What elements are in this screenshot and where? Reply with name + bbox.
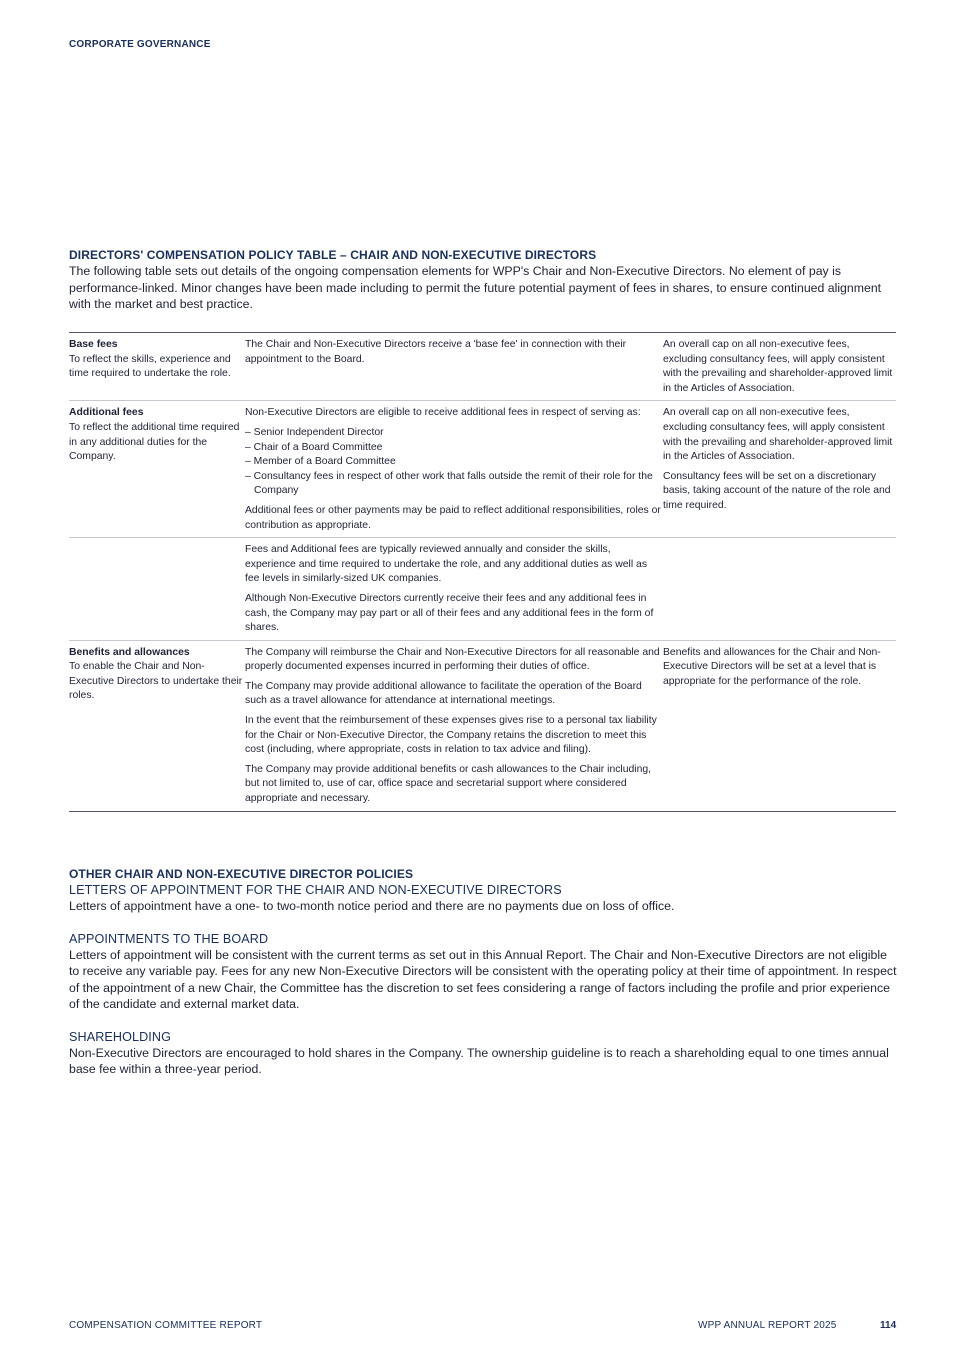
table-row-base-fees bbox=[69, 333, 896, 400]
additional-fee-list bbox=[245, 426, 663, 499]
table-row-fee-review bbox=[69, 537, 896, 640]
shareholding-text: Non-Executive Directors are encouraged to hold shares in the Company. The ownership guideline is to reach a shareholding equal to one times annual base fee within a three-year period. bbox=[69, 1045, 889, 1076]
compensation-policy-table bbox=[69, 332, 896, 812]
operation-text: The Chair and Non-Executive Directors receive a 'base fee' in connection with their appointment to the Board. bbox=[245, 339, 627, 365]
maximum-cell bbox=[663, 538, 896, 640]
operation-text: Although Non-Executive Directors currently receive their fees and any additional fees in cash, the Company may pay part or all of their fees and any additional fees in the form of shares. bbox=[245, 592, 654, 634]
operation-text: Fees and Additional fees are typically reviewed annually and consider the skills, experience and time required to undertake the role, and any additional duties as well as fee levels in similarly-sized UK companies. bbox=[245, 544, 648, 585]
table-row-benefits bbox=[69, 640, 896, 811]
shareholding-block bbox=[69, 1029, 899, 1078]
list-item: – Consultancy fees in respect of other work that falls outside the remit of their role for the Company bbox=[245, 470, 653, 497]
maximum-text: An overall cap on all non-executive fees, excluding consultancy fees, will apply consistent with the prevailing and shareholder-approved limit in the Articles of Association. bbox=[663, 407, 893, 463]
purpose-cell bbox=[69, 538, 245, 640]
maximum-text: Consultancy fees will be set on a discretionary basis, taking account of the nature of the role and time required. bbox=[663, 470, 891, 511]
maximum-text: An overall cap on all non-executive fees, excluding consultancy fees, will apply consistent with the prevailing and shareholder-approved limit in the Articles of Association. bbox=[663, 339, 893, 394]
operation-cell bbox=[245, 641, 663, 811]
row-description: To reflect the skills, experience and time required to undertake the role. bbox=[69, 353, 231, 380]
maximum-text: Benefits and allowances for the Chair and Non-Executive Directors will be set at a level that is appropriate for the performance of the role. bbox=[663, 646, 881, 687]
list-item: – Chair of a Board Committee bbox=[245, 441, 383, 453]
appointments-heading: APPOINTMENTS TO THE BOARD bbox=[69, 931, 269, 946]
row-title: Base fees bbox=[69, 339, 118, 350]
operation-text: Non-Executive Directors are eligible to receive additional fees in respect of serving as: bbox=[245, 407, 641, 419]
row-title: Additional fees bbox=[69, 407, 144, 419]
intro-section bbox=[69, 248, 899, 313]
maximum-cell bbox=[663, 401, 896, 537]
operation-text: Additional fees or other payments may be paid to reflect additional responsibilities, roles or contribution as appropriate. bbox=[245, 504, 661, 531]
operation-text: The Company will reimburse the Chair and Non-Executive Directors for all reasonable and properly documented expenses incurred in performing their duties of office. bbox=[245, 646, 660, 673]
other-policies-section bbox=[69, 867, 899, 1094]
row-title: Benefits and allowances bbox=[69, 646, 190, 658]
table-row-additional-fees bbox=[69, 400, 896, 537]
row-description: To reflect the additional time required in any additional duties for the Company. bbox=[69, 421, 240, 463]
operation-cell bbox=[245, 401, 663, 537]
section-label: CORPORATE GOVERNANCE bbox=[69, 39, 211, 50]
footer-section-name: COMPENSATION COMMITTEE REPORT bbox=[69, 1320, 263, 1331]
maximum-cell bbox=[663, 641, 896, 811]
appointments-block bbox=[69, 931, 899, 1013]
maximum-cell bbox=[663, 333, 896, 400]
letters-of-appointment-block bbox=[69, 882, 899, 915]
shareholding-heading: SHAREHOLDING bbox=[69, 1029, 171, 1044]
footer-report-name: WPP ANNUAL REPORT 2025 bbox=[698, 1320, 837, 1331]
purpose-cell bbox=[69, 641, 245, 811]
letters-text: Letters of appointment have a one- to two-month notice period and there are no payments due on loss of office. bbox=[69, 899, 675, 913]
appointments-text: Letters of appointment will be consistent with the current terms as set out in this Annual Report. The Chair and Non-Executive Directors are not eligible to receive any variable pay. Fees for any new Non-Executive Directors will be consistent with the operating policy at their time of appointment. In respect of the appointment of a new Chair, the Committee has the discretion to set fees considering a range of factors including the profile and prior experience of the candidate and external market data. bbox=[69, 947, 897, 1011]
letters-heading: LETTERS OF APPOINTMENT FOR THE CHAIR AND NON-EXECUTIVE DIRECTORS bbox=[69, 883, 562, 897]
operation-cell bbox=[245, 333, 663, 400]
purpose-cell bbox=[69, 333, 245, 400]
other-policies-title: OTHER CHAIR AND NON-EXECUTIVE DIRECTOR POLICIES bbox=[69, 867, 414, 881]
operation-text: The Company may provide additional benefits or cash allowances to the Chair including, but not limited to, use of car, office space and secretarial support where considered appropriate and necessary. bbox=[245, 763, 652, 805]
page-number: 114 bbox=[880, 1320, 897, 1331]
operation-text: In the event that the reimbursement of these expenses gives rise to a personal tax liability for the Chair or Non-Executive Director, the Company retains the discretion to meet this cost (including, where appropriate, costs in relation to tax advice and filing). bbox=[245, 715, 657, 756]
operation-cell bbox=[245, 538, 663, 640]
list-item: – Senior Independent Director bbox=[245, 426, 384, 438]
policy-table-intro: The following table sets out details of the ongoing compensation elements for WPP's Chair and Non-Executive Directors. No element of pay is performance-linked. Minor changes have been made including to permit the future potential payment of fees in shares, to ensure continued alignment with the market and best practice. bbox=[69, 264, 882, 311]
policy-table-title: DIRECTORS' COMPENSATION POLICY TABLE – CHAIR AND NON-EXECUTIVE DIRECTORS bbox=[69, 248, 597, 262]
operation-text: The Company may provide additional allowance to facilitate the operation of the Board such as a travel allowance for attendance at international meetings. bbox=[245, 680, 642, 707]
purpose-cell bbox=[69, 401, 245, 537]
list-item: – Member of a Board Committee bbox=[245, 456, 396, 468]
row-description: To enable the Chair and Non-Executive Directors to undertake their roles. bbox=[69, 661, 243, 702]
